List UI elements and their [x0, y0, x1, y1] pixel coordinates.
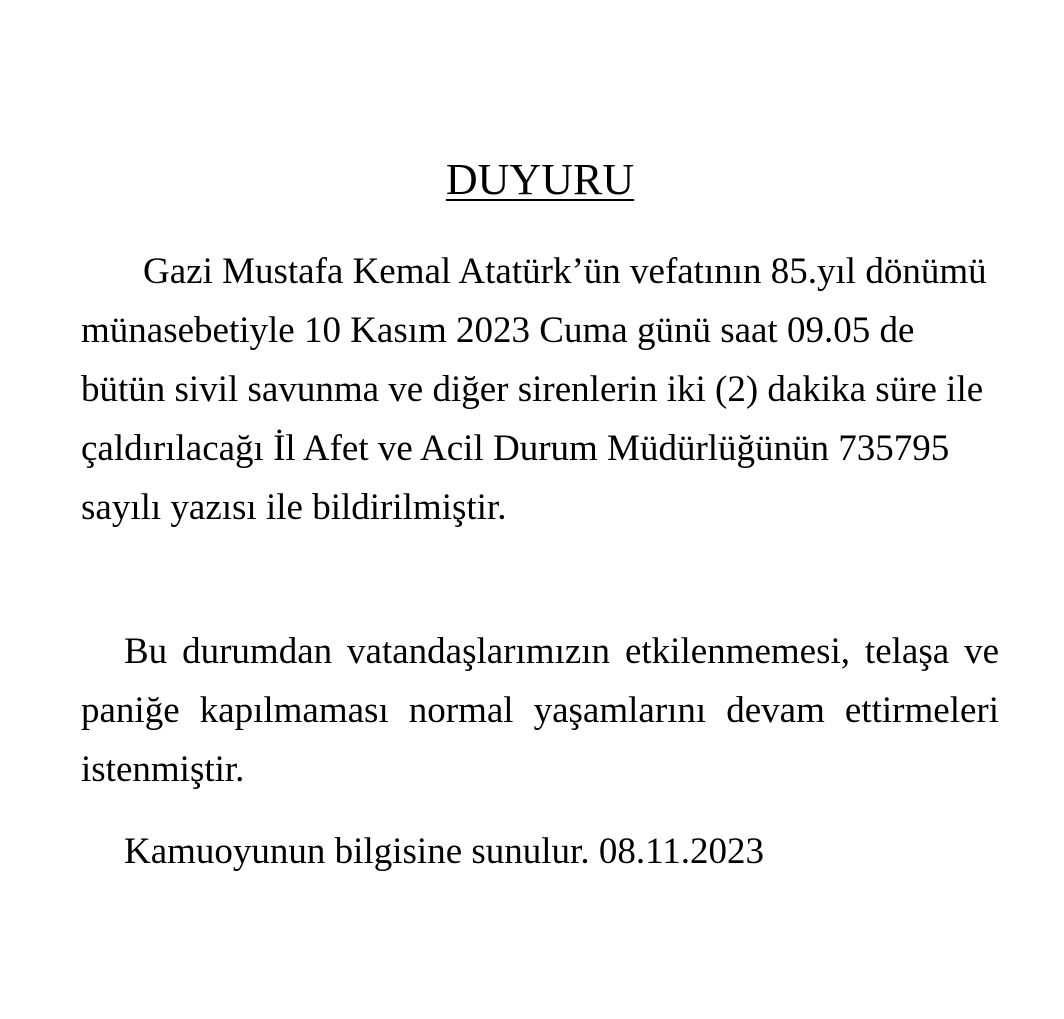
- announcement-paragraph-1: [81, 242, 999, 537]
- announcement-closing: Kamuoyunun bilgisine sunulur. 08.11.2023: [124, 831, 764, 872]
- announcement-paragraph-2: Bu durumdan vatandaşlarımızın etkilenmemesi, telaşa ve paniğe kapılmaması normal yaşamlarını devam ettirmeleri istenmiştir.: [81, 631, 999, 790]
- page-title: DUYURU: [445, 155, 635, 204]
- paragraph-1-text: Gazi Mustafa Kemal Atatürk’ün vefatının 85.yıl dönümü münasebetiyle 10 Kasım 2023 Cuma günü saat 09.05 de bütün sivil savunma ve diğer sirenlerin iki (2) dakika süre ile çaldırılacağı İl Afet ve Acil Durum Müdürlüğünün 735795 sayılı yazısı ile bildirilmiştir.: [81, 251, 987, 528]
